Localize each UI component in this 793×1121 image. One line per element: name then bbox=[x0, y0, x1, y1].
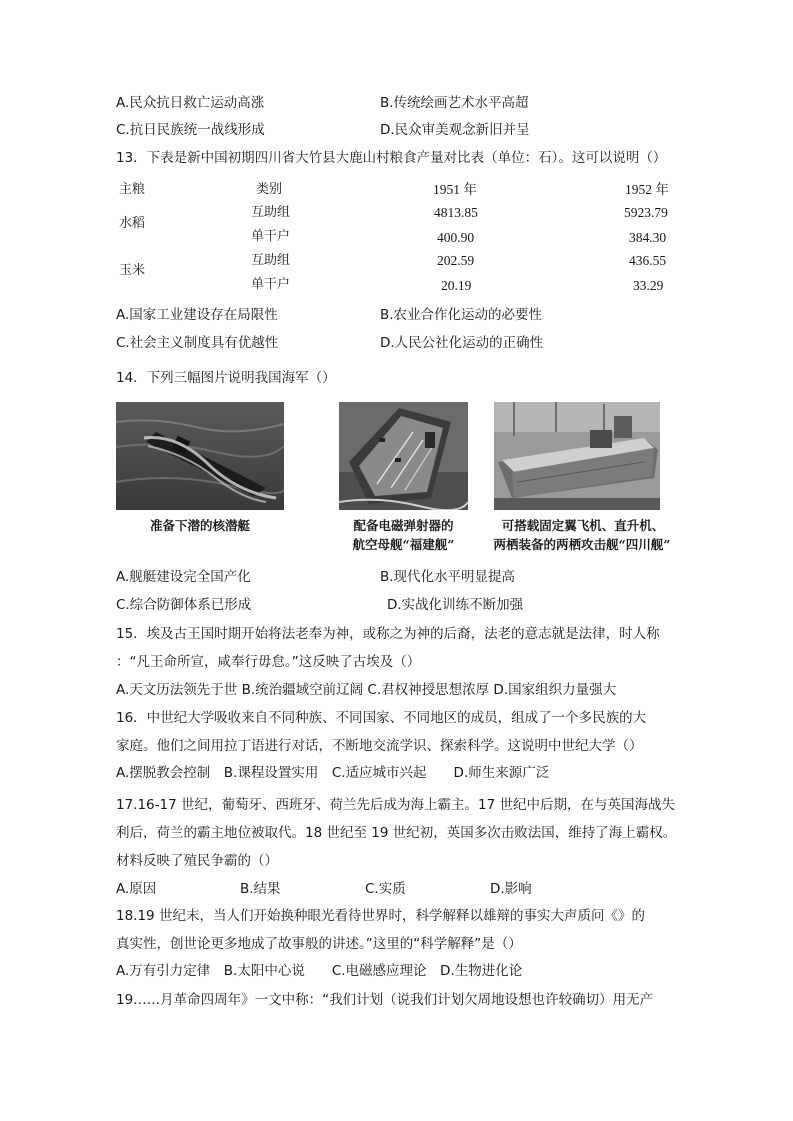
table-header-type: 类别 bbox=[256, 182, 283, 197]
table-cell-value: 384.30 bbox=[629, 230, 667, 245]
aircraft-carrier-photo bbox=[339, 402, 468, 510]
q17-option-c: C.实质 bbox=[365, 881, 406, 897]
table-cell-type: 单干户 bbox=[251, 229, 291, 244]
q13-option-c: C.社会主义制度具有优越性 bbox=[116, 335, 279, 351]
q17-line1: 17.16-17 世纪，葡萄牙、西班牙、荷兰先后成为海上霸主。17 世纪中后期，在与英国海战失 bbox=[116, 797, 675, 813]
q13-option-b: B.农业合作化运动的必要性 bbox=[380, 307, 543, 323]
q12-option-d: D.民众审美观念新旧并呈 bbox=[380, 122, 530, 138]
q14-option-c: C.综合防御体系已形成 bbox=[116, 597, 252, 613]
submarine-photo bbox=[116, 402, 284, 510]
amphibious-caption-line2: 两栖装备的两栖攻击舰“四川舰” bbox=[493, 537, 671, 552]
carrier-caption-line2: 航空母舰“福建舰” bbox=[352, 537, 455, 552]
q15-line2: ：“凡王命所宣，咸奉行毋怠。”这反映了古埃及（） bbox=[116, 654, 421, 670]
amphibious-caption-line1: 可搭载固定翼飞机、直升机、 bbox=[501, 518, 665, 533]
q14-option-a: A.舰艇建设完全国产化 bbox=[116, 569, 251, 585]
table-cell-value: 20.19 bbox=[441, 278, 472, 293]
q17-option-a: A.原因 bbox=[116, 881, 157, 897]
table-cell-value: 400.90 bbox=[437, 230, 475, 245]
q14-stem: 14．下列三幅图片说明我国海军（） bbox=[116, 370, 336, 386]
q12-option-a: A.民众抗日救亡运动高涨 bbox=[116, 95, 265, 111]
table-cell-value: 5923.79 bbox=[624, 205, 668, 220]
q14-option-d: D.实战化训练不断加强 bbox=[387, 597, 524, 613]
table-cell-grain-rice: 水稻 bbox=[119, 216, 146, 231]
q13-option-d: D.人民公社化运动的正确性 bbox=[380, 335, 544, 351]
table-cell-value: 436.55 bbox=[629, 253, 667, 268]
q17-option-d: D.影响 bbox=[490, 881, 532, 897]
q15-options: A.天文历法领先于世 B.统治疆域空前辽阔 C.君权神授思想浓厚 D.国家组织力量强大 bbox=[116, 682, 617, 698]
q19-line1: 19……月革命四周年》一文中称：“我们计划（说我们计划欠周地设想也许较确切）用无产 bbox=[116, 992, 654, 1008]
table-cell-grain-corn: 玉米 bbox=[119, 263, 146, 278]
carrier-caption-line1: 配备电磁弹射器的 bbox=[353, 518, 454, 533]
q18-options: A.万有引力定律 B.太阳中心说 C.电磁感应理论 D.生物进化论 bbox=[116, 963, 523, 979]
q15-line1: 15．埃及古王国时期开始将法老奉为神，或称之为神的后裔，法老的意志就是法律，时人称 bbox=[116, 626, 660, 642]
q17-line3: 材料反映了殖民争霸的（） bbox=[116, 853, 278, 869]
q18-line1: 18.19 世纪末，当人们开始换种眼光看待世界时，科学解释以雄辩的事实大声质问《》的 bbox=[116, 908, 645, 924]
table-header-1951: 1951 年 bbox=[433, 182, 477, 197]
table-cell-type: 互助组 bbox=[251, 253, 291, 268]
amphibious-ship-photo bbox=[494, 402, 660, 510]
q13-option-a: A.国家工业建设存在局限性 bbox=[116, 307, 278, 323]
q16-line1: 16．中世纪大学吸收来自不同种族、不同国家、不同地区的成员，组成了一个多民族的大 bbox=[116, 710, 647, 726]
q12-option-b: B.传统绘画艺术水平高超 bbox=[380, 95, 529, 111]
submarine-caption: 准备下潜的核潜艇 bbox=[149, 518, 250, 533]
q17-option-b: B.结果 bbox=[240, 881, 281, 897]
q16-options: A.摆脱教会控制 B.课程设置实用 C.适应城市兴起 D.师生来源广泛 bbox=[116, 765, 550, 781]
q13-stem: 13．下表是新中国初期四川省大竹县大鹿山村粮食产量对比表（单位：石）。这可以说明（） bbox=[116, 150, 667, 166]
q16-line2: 家庭。他们之间用拉丁语进行对话，不断地交流学识、探索科学。这说明中世纪大学（） bbox=[116, 738, 643, 754]
table-cell-type: 互助组 bbox=[251, 205, 291, 220]
table-cell-value: 33.29 bbox=[633, 278, 664, 293]
table-cell-value: 4813.85 bbox=[434, 205, 478, 220]
q17-line2: 利后，荷兰的霸主地位被取代。18 世纪至 19 世纪初，英国多次击败法国，维持了海上霸权。 bbox=[116, 825, 677, 841]
table-header-1952: 1952 年 bbox=[625, 182, 669, 197]
q14-option-b: B.现代化水平明显提高 bbox=[380, 569, 516, 585]
q18-line2: 真实性，创世论更多地成了故事般的讲述。”这里的“科学解释”是（） bbox=[116, 936, 522, 952]
table-header-grain: 主粮 bbox=[119, 182, 146, 197]
table-cell-type: 单干户 bbox=[251, 277, 291, 292]
table-cell-value: 202.59 bbox=[437, 253, 475, 268]
q12-option-c: C.抗日民族统一战线形成 bbox=[116, 122, 265, 138]
